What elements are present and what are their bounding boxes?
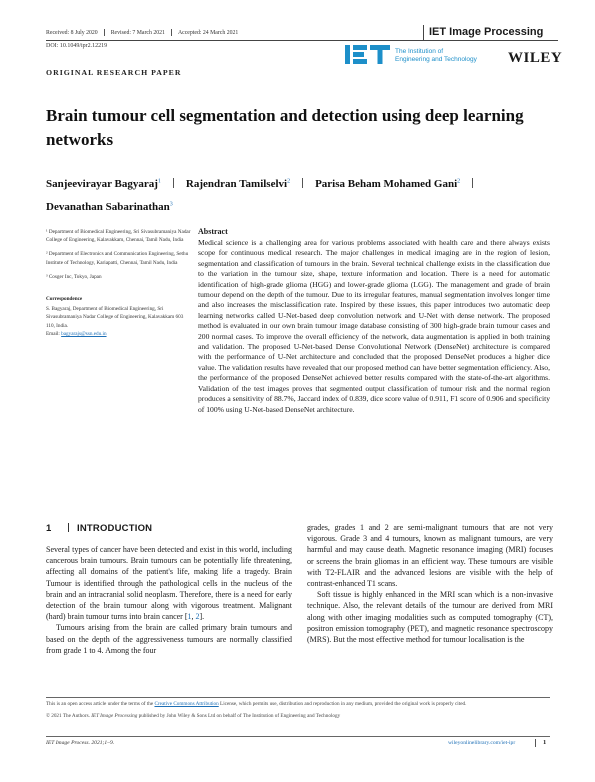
author-separator [302, 178, 303, 188]
abstract [198, 227, 550, 415]
received-date: Received: 8 July 2020 [46, 29, 98, 36]
revised-date: Revised: 7 March 2021 [110, 29, 165, 36]
affiliation-3: ³ Cosger Inc, Tokyo, Japan [46, 273, 102, 280]
accepted-date: Accepted: 24 March 2021 [177, 29, 239, 36]
author-1-affil: 1 [157, 178, 161, 184]
copyright-note: © 2021 The Authors. IET Image Processing published by John Wiley & Sons Ltd on behalf of The Institution of Engineering and Technology [46, 713, 341, 719]
wiley-logo: WILEY [508, 50, 563, 66]
author-2[interactable]: Rajendran Tamilselvi$^2$ [185, 177, 291, 190]
license-note: This is an open access article under the terms of the Creative Commons Attribution License, which permits use, distribution and reproduction in any medium, provided the original work is properly cited. [46, 701, 467, 707]
header-rule [46, 40, 558, 41]
correspondence-email-line: Email: bagyarajs@ssn.edu.in [46, 330, 107, 337]
intro-paragraph-4: Soft tissue is highly enhanced in the MRI scan which is a non-invasive technique. Also, the relevant details of the tumour are derived from MRI along with other imaging modalities such as computed tomography (CT), positron emission tomography (PET), and magnetic resonance spectroscopy (MRS). But the most effective method for tumour localisation is the [307, 590, 553, 645]
author-2-affil: 2 [287, 178, 291, 184]
date-separator [171, 29, 172, 36]
affiliation-2: ² Department of Electronics and Communication Engineering, Sethu Institute of Technology, Kariapatti, Chennai, Tamil Nadu, India [46, 251, 189, 266]
correspondence-heading: Correspondence [46, 296, 83, 303]
author-4[interactable]: Devanathan Sabarinathan$^3$ [46, 201, 173, 214]
author-separator [173, 178, 174, 188]
abstract-text: Medical science is a challenging area for various problems associated with health care and there always exists scope for continuous medical research. The major challenges in medical imaging are in the region of lesion, segmentation and classification of tumours in the brain. Several technical challenge exists in the classification due to the variation in the tumour size, shape, texture information and location. There is a need for automatic identification of high-grade glioma (HGG) and lower-grade glioma (LGG). The management and grade of brain tumour depend on the depth of the tumour. Due to its irregular features, manual segmentation involves longer time and also increases the misclassification rate. Inspired by these issues, this paper introduces two automatic deep learning networks called U-Net-based deep convolution network and U-Net with dense network. The proposed method is evaluated in our own brain tumour image database consisting of 300 high-grade brain tumour cases and 200 normal cases. To improve the overall efficiency of the network, data augmentation is applied in both training and validation. The proposed U-Net-based Dense Convolutional Network (DenseNet) architecture is compared with the performance of U-Net architecture and concluded that the proposed DenseNet produces a higher dice value. The validation results have revealed that our proposed method can have better segmentation efficiency. Also, the performance of the proposed DenseNet achieved better results compared with the state-of-the-art algorithms. Validation of the test images proves that segmented output classification of tumour risk and the normal region produces a sensitivity of 88.7%, Jaccard index of 0.839, dice score value of 0.911, F1 score of 0.906 and specificity of 100% using U-Net-based DenseNet architecture. [198, 238, 550, 414]
footnote-rule [46, 697, 550, 698]
iet-name [395, 48, 477, 64]
body-column-right [307, 522, 553, 645]
section-heading-introduction: 1 INTRODUCTION [46, 523, 153, 534]
author-3[interactable]: Parisa Beham Mohamed Gani$^2$ [315, 177, 461, 190]
article-type-label: ORIGINAL RESEARCH PAPER [46, 68, 182, 77]
intro-paragraph-2: Tumours arising from the brain are called primary brain tumours and based on the depth of the aggressiveness tumours are normally classified from grade 1 to 4. Among the four [46, 623, 292, 655]
iet-logo-icon [345, 44, 392, 65]
paper-title: Brain tumour cell segmentation and detection using deep learning networks [46, 106, 524, 149]
submission-dates [46, 29, 238, 36]
affiliations [46, 228, 191, 344]
page-footer-url[interactable]: wileyonlinelibrary.com/iet-ipr [448, 740, 516, 746]
citation-link[interactable]: 1 [187, 612, 192, 622]
intro-paragraph-1: Several types of cancer have been detected and exist in this world, including cancerous brain tumours. Brain tumours can be potentially life threatening, affecting all domains of the patient's life, making life a tragedy. Brain Tumour is identified through the pathological cells in the nucleus of the brain and an intracranial solid neoplasm. Therefore, there is a need for early detection of the brain tumour along with vigorous treatment. Malignant (hard) brain tumour turns into brain cancer [1, 2]. [46, 545, 292, 622]
intro-paragraph-3: grades, grades 1 and 2 are semi-malignant tumours that are not very vigorous. Grade 3 and 4 tumours, known as malignant tumours, are very harmful and may cause death. Magnetic resonance imaging (MRI) focuses or screens the brain gliomas in an efficient way. These tumours are visible with T2-FLAIR and the advanced lesions are visible with the help of contrast-enhanced T1 scans. [307, 523, 553, 589]
body-column-left [46, 523, 292, 656]
abstract-heading: Abstract [198, 227, 228, 236]
page-footer-divider [535, 739, 536, 747]
journal-name: IET Image Processing [429, 26, 544, 38]
affiliation-1: ¹ Department of Biomedical Engineering, Sri Sivasubramaniya Nadar College of Engineering, Kalavakkam, Chennai, Tamil Nadu, India [46, 229, 191, 244]
author-list [46, 171, 566, 218]
author-3-affil: 2 [457, 178, 461, 184]
doi[interactable]: DOI: 10.1049/ipr2.12219 [46, 43, 108, 49]
citation-link[interactable]: 2 [195, 612, 200, 622]
correspondence-email-link[interactable]: bagyarajs@ssn.edu.in [61, 330, 107, 337]
author-separator [472, 178, 473, 188]
footnote [46, 700, 550, 720]
page-number: 1 [543, 739, 547, 746]
page-footer-citation: IET Image Process. 2021;1–9. [46, 740, 115, 746]
page-footer-rule [46, 736, 550, 737]
author-1[interactable]: Sanjeevirayar Bagyaraj$^1$ [46, 177, 161, 190]
license-link[interactable]: Creative Commons Attribution [154, 701, 219, 707]
author-4-affil: 3 [169, 201, 173, 208]
iet-name-line2: Engineering and Technology [395, 56, 477, 63]
date-separator [104, 29, 105, 36]
header-divider [423, 25, 424, 40]
correspondence-address: S. Bagyaraj, Department of Biomedical Engineering, Sri Sivasubramaniya Nadar College of Engineering, Kalavakkam 603 110, India. [46, 306, 184, 329]
iet-name-line1: The Institution of [395, 48, 444, 55]
